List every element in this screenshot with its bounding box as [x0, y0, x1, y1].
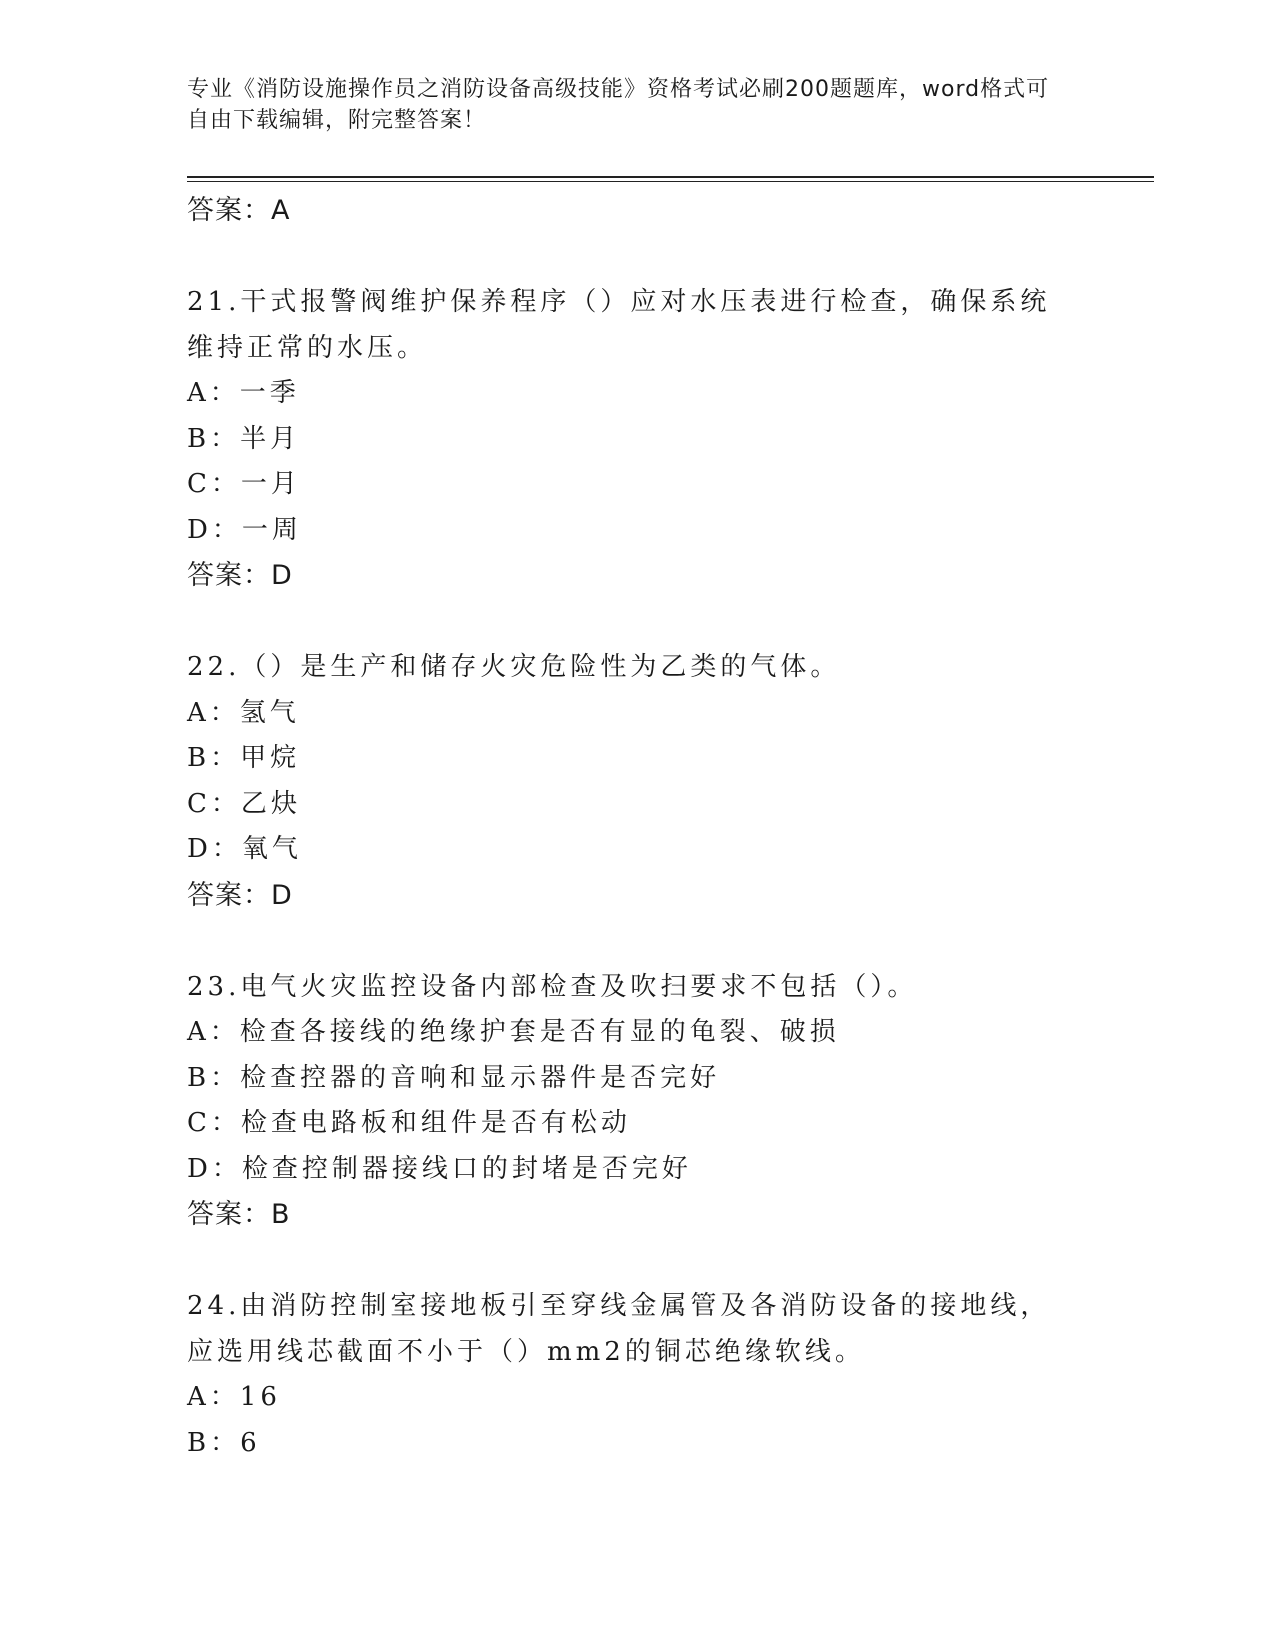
question-21 [187, 280, 1087, 599]
option-b: B：检查控器的音响和显示器件是否完好 [187, 1062, 721, 1093]
option-b: B：6 [187, 1427, 261, 1458]
option-b: B：半月 [187, 423, 301, 454]
question-23 [187, 965, 1087, 1239]
question-stem: 23.电气火灾监控设备内部检查及吹扫要求不包括（）。 [187, 971, 918, 1002]
option-c: C：乙炔 [187, 788, 301, 819]
question-22 [187, 645, 1087, 919]
answer-line: 答案：D [187, 560, 293, 591]
header-rule-thin [187, 181, 1154, 182]
option-a: A：检查各接线的绝缘护套是否有显的龟裂、破损 [187, 1017, 840, 1047]
option-c: C：检查电路板和组件是否有松动 [187, 1108, 631, 1138]
option-d: D：氧气 [187, 834, 302, 864]
answer-line: 答案：A [187, 195, 291, 226]
answer-line: 答案：D [187, 879, 293, 911]
document-header: 专业《消防设施操作员之消防设备高级技能》资格考试必刷200题题库，word格式可自由下载编辑，附完整答案！ [187, 77, 1050, 133]
header-rule-thick [187, 176, 1154, 178]
option-a: A：一季 [187, 378, 300, 408]
option-d: D：检查控制器接线口的封堵是否完好 [187, 1153, 692, 1184]
question-stem: 22.（）是生产和储存火灾危险性为乙类的气体。 [187, 652, 841, 682]
answer-line: 答案：B [187, 1199, 291, 1230]
question-24 [187, 1284, 1087, 1466]
question-stem: 24.由消防控制室接地板引至穿线金属管及各消防设备的接地线，应选用线芯截面不小于（）mm2的铜芯绝缘软线。 [187, 1291, 1051, 1367]
option-b: B：甲烷 [187, 743, 301, 773]
question-stem: 21.干式报警阀维护保养程序（）应对水压表进行检查，确保系统维持正常的水压。 [187, 287, 1051, 363]
option-a: A：16 [187, 1382, 281, 1412]
document-body [187, 188, 1087, 1512]
option-a: A：氢气 [187, 697, 300, 728]
option-d: D：一周 [187, 514, 302, 545]
option-c: C：一月 [187, 469, 301, 499]
